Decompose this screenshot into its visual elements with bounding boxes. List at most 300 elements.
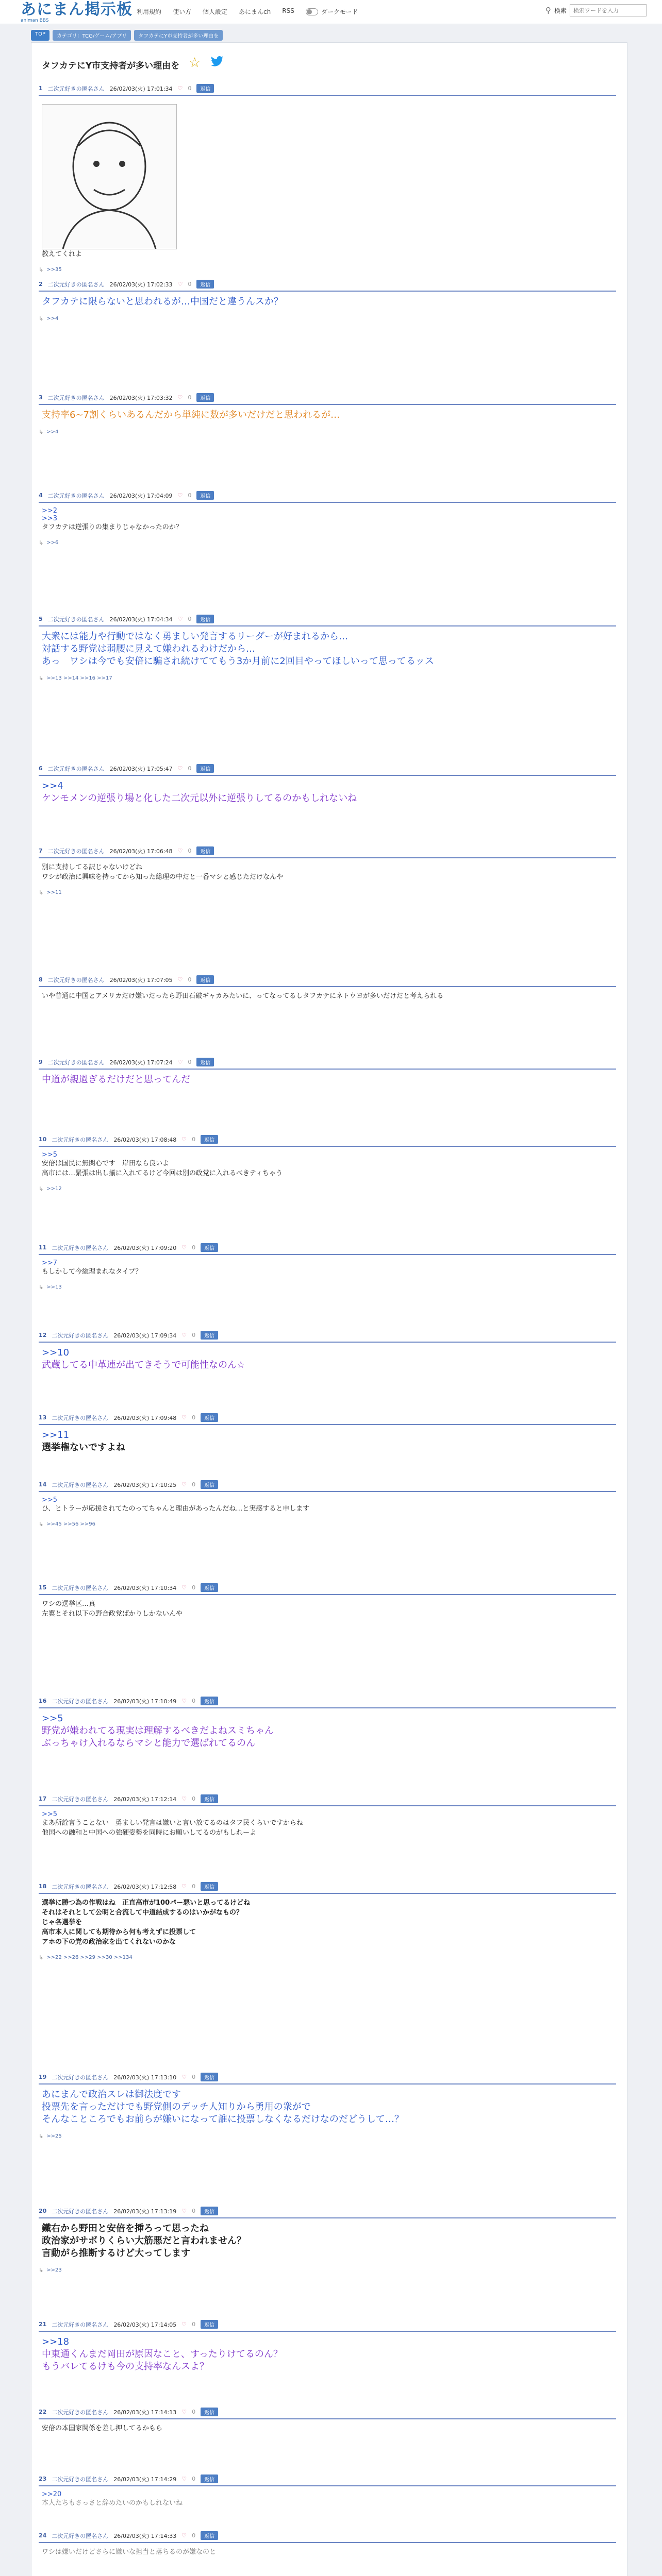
post-backlinks	[39, 2133, 616, 2140]
post-body	[39, 1806, 616, 1838]
post-21	[39, 2320, 616, 2373]
post-body	[39, 2419, 616, 2433]
like-heart-icon[interactable]: ♡	[181, 1883, 187, 1890]
post-number[interactable]: 11	[39, 1244, 47, 1251]
post-22	[39, 2408, 616, 2433]
post-text-line: アホの下の党の政治家を出てくれないのかな	[42, 1938, 176, 1946]
post-meta	[39, 2073, 616, 2084]
reply-arrow-icon: ↳	[39, 429, 44, 435]
reply-button[interactable]: 返信	[196, 393, 214, 402]
post-text-line: あっ ワシは今でも安倍に騙され続けててもう3か月前に2回目やってほしいって思ってるッス	[42, 656, 434, 667]
post-text-line: もしかして今総理まれなタイプ？	[42, 1268, 142, 1276]
post-body	[39, 1147, 616, 1178]
reply-button[interactable]: 返信	[201, 1243, 218, 1252]
reply-button[interactable]: 返信	[196, 846, 214, 855]
post-date: 26/02/03(火) 17:06:48	[109, 848, 173, 855]
reply-anchor-link[interactable]: >>4	[42, 781, 63, 791]
reply-button[interactable]: 返信	[201, 1697, 218, 1705]
post-number[interactable]: 10	[39, 1136, 47, 1143]
like-heart-icon[interactable]: ♡	[181, 1244, 187, 1251]
like-heart-icon[interactable]: ♡	[181, 1136, 187, 1143]
post-date: 26/02/03(火) 17:14:29	[113, 2476, 177, 2483]
reply-button[interactable]: 返信	[201, 2320, 218, 2329]
reply-button[interactable]: 返信	[201, 2408, 218, 2416]
post-meta	[39, 2531, 616, 2543]
like-count: 0	[188, 281, 192, 287]
reply-button[interactable]: 返信	[196, 280, 214, 289]
post-text-line: 投票先を言っただけでも野党側のデッチ人知りから勇用の衆がで	[42, 2102, 311, 2112]
post-author: 二次元好きの匿名さん	[47, 765, 105, 772]
post-backlinks	[39, 1954, 616, 1961]
like-heart-icon[interactable]: ♡	[181, 1414, 187, 1421]
post-text-line: それはそれとして公明と合流して中道結成するのはいかがなもの？	[42, 1909, 243, 1917]
site-subtitle: animan BBS	[21, 18, 49, 23]
like-count: 0	[192, 2208, 196, 2214]
reply-arrow-icon: ↳	[39, 1521, 44, 1528]
post-number[interactable]: 4	[39, 492, 43, 499]
like-count: 0	[192, 1698, 196, 1704]
reply-button[interactable]: 返信	[201, 2531, 218, 2540]
post-number[interactable]: 12	[39, 1332, 47, 1338]
reply-button[interactable]: 返信	[201, 1583, 218, 1592]
like-count: 0	[192, 1584, 196, 1591]
nav-item-usage[interactable]: 使い方	[173, 8, 192, 15]
reply-button[interactable]: 返信	[201, 1331, 218, 1340]
like-heart-icon[interactable]: ♡	[177, 616, 183, 622]
post-body	[39, 2543, 616, 2557]
post-body	[39, 405, 616, 421]
backlink-list[interactable]: >>4	[46, 316, 59, 321]
reply-anchor-link[interactable]: >>20	[42, 2490, 62, 2498]
post-number[interactable]: 21	[39, 2321, 47, 2328]
like-count: 0	[188, 1059, 192, 1065]
post-text-line: 選挙権ないですよね	[42, 1442, 125, 1453]
post-author: 二次元好きの匿名さん	[52, 2409, 109, 2416]
post-meta	[39, 1794, 616, 1806]
post-text-line: 政治家がサボりくらい大筋悪だと言われません？	[42, 2235, 246, 2246]
backlink-list[interactable]: >>23	[46, 2267, 62, 2273]
post-meta	[39, 615, 616, 626]
post-text-line: 高市には…緊張は出し揃に入れてるけど今回は別の政党に入れるべきティちゃう	[42, 1170, 283, 1177]
like-heart-icon[interactable]: ♡	[177, 85, 183, 92]
backlink-list[interactable]: >>6	[46, 540, 59, 546]
post-date: 26/02/03(火) 17:05:47	[109, 765, 173, 772]
post-date: 26/02/03(火) 17:12:58	[113, 1883, 177, 1890]
like-count: 0	[192, 2321, 196, 2328]
post-number[interactable]: 5	[39, 616, 43, 622]
post-text-line: ワシが政治に興味を持ってから知った総理の中だと一番マシと感じただけなんや	[42, 873, 284, 881]
post-meta	[39, 2408, 616, 2419]
post-author: 二次元好きの匿名さん	[52, 2074, 109, 2081]
reply-button[interactable]: 返信	[201, 2073, 218, 2081]
reply-button[interactable]: 返信	[201, 1413, 218, 1422]
post-author: 二次元好きの匿名さん	[47, 281, 105, 288]
like-count: 0	[188, 616, 192, 622]
reply-anchor-link[interactable]: >>5	[42, 1151, 58, 1159]
like-count: 0	[192, 2074, 196, 2080]
post-date: 26/02/03(火) 17:08:48	[113, 1136, 177, 1143]
post-author: 二次元好きの匿名さん	[52, 1883, 109, 1890]
post-6	[39, 764, 616, 805]
post-date: 26/02/03(火) 17:14:33	[113, 2532, 177, 2539]
post-meta	[39, 1480, 616, 1492]
post-body	[39, 503, 616, 532]
breadcrumb	[31, 30, 223, 41]
post-backlinks	[39, 1521, 616, 1528]
post-meta	[39, 2475, 616, 2486]
post-date: 26/02/03(火) 17:10:25	[113, 1481, 177, 1488]
backlink-list[interactable]: >>13 >>14 >>16 >>17	[46, 675, 112, 681]
post-author: 二次元好きの匿名さん	[52, 2321, 109, 2328]
post-number[interactable]: 1	[39, 85, 43, 92]
post-body	[39, 1708, 616, 1750]
like-count: 0	[188, 492, 192, 499]
post-text-line: 別に支持してる訳じゃないけどね	[42, 863, 143, 871]
post-24	[39, 2531, 616, 2557]
reply-arrow-icon: ↳	[39, 1185, 44, 1192]
nav-item-animanch[interactable]: あにまんch	[239, 8, 271, 15]
like-heart-icon[interactable]: ♡	[177, 848, 183, 854]
post-number[interactable]: 18	[39, 1883, 47, 1890]
post-meta	[39, 84, 616, 96]
post-3	[39, 393, 616, 435]
backlink-list[interactable]: >>45 >>56 >>96	[46, 1521, 96, 1527]
post-body	[39, 2332, 616, 2373]
post-body	[39, 292, 616, 308]
reply-anchor-link[interactable]: >>2	[42, 507, 58, 515]
breadcrumb-category[interactable]: カテゴリ：TCG/ゲーム/アプリ	[53, 30, 131, 41]
post-text-line: 選挙に勝つ為の作戦はね 正直高市が100パー悪いと思ってるけどね	[42, 1899, 251, 1907]
like-heart-icon[interactable]: ♡	[181, 2532, 187, 2539]
post-number[interactable]: 24	[39, 2532, 47, 2539]
post-8	[39, 975, 616, 1001]
post-backlinks	[39, 889, 616, 896]
post-author: 二次元好きの匿名さん	[52, 1136, 109, 1143]
like-count: 0	[192, 1883, 196, 1890]
post-meta	[39, 1331, 616, 1343]
reply-button[interactable]: 返信	[196, 764, 214, 773]
post-author: 二次元好きの匿名さん	[52, 2208, 109, 2215]
post-11	[39, 1243, 616, 1291]
post-author: 二次元好きの匿名さん	[52, 1244, 109, 1251]
post-date: 26/02/03(火) 17:01:34	[109, 85, 173, 92]
post-19	[39, 2073, 616, 2140]
post-date: 26/02/03(火) 17:14:05	[113, 2321, 177, 2328]
like-heart-icon[interactable]: ♡	[181, 2321, 187, 2328]
post-meta	[39, 1413, 616, 1425]
reply-anchor-link[interactable]: >>11	[42, 1430, 70, 1440]
backlink-list[interactable]: >>11	[46, 890, 62, 895]
post-number[interactable]: 19	[39, 2074, 47, 2080]
post-12	[39, 1331, 616, 1371]
reply-arrow-icon: ↳	[39, 2133, 44, 2140]
toggle-switch-icon[interactable]	[306, 8, 318, 15]
post-20	[39, 2207, 616, 2274]
post-body	[39, 858, 616, 882]
like-heart-icon[interactable]: ♡	[181, 2208, 187, 2214]
post-18	[39, 1882, 616, 1961]
breadcrumb-top[interactable]: TOP	[31, 30, 49, 41]
reply-button[interactable]: 返信	[196, 491, 214, 500]
post-text-line: 本人たちもさっさと辞めたいのかもしれないね	[42, 2499, 183, 2507]
post-23	[39, 2475, 616, 2508]
search-label: 検索	[554, 7, 567, 14]
post-meta	[39, 393, 616, 405]
search-icon[interactable]: ⚲	[545, 6, 551, 15]
post-number[interactable]: 6	[39, 765, 43, 772]
post-text-line: ワシは嫌いだけどさらに嫌いな担当と落ちるのが嫌なのと	[42, 2548, 217, 2556]
like-heart-icon[interactable]: ♡	[177, 976, 183, 983]
post-date: 26/02/03(火) 17:13:19	[113, 2208, 177, 2215]
post-text-line: ケンモメンの逆張り場と化した二次元以外に逆張りしてるのかもしれないね	[42, 793, 357, 804]
backlink-list[interactable]: >>22 >>26 >>29 >>30 >>134	[46, 1955, 133, 1960]
post-date: 26/02/03(火) 17:07:05	[109, 976, 173, 984]
post-date: 26/02/03(火) 17:09:34	[113, 1332, 177, 1339]
nav-item-settings[interactable]: 個人設定	[203, 8, 228, 15]
backlink-list[interactable]: >>25	[46, 2133, 62, 2139]
post-14	[39, 1480, 616, 1528]
post-10	[39, 1135, 616, 1192]
post-number[interactable]: 23	[39, 2476, 47, 2482]
post-author: 二次元好きの匿名さん	[52, 2532, 109, 2539]
post-number[interactable]: 15	[39, 1584, 47, 1591]
like-heart-icon[interactable]: ♡	[181, 2074, 187, 2080]
search-box	[545, 4, 647, 16]
post-meta	[39, 2320, 616, 2332]
post-date: 26/02/03(火) 17:14:13	[113, 2409, 177, 2416]
site-header	[0, 0, 662, 24]
reply-arrow-icon: ↳	[39, 1284, 44, 1291]
post-number[interactable]: 7	[39, 848, 43, 854]
post-text-line: 中東通くんまだ岡田が原因なこと、すったりけてるのん？	[42, 2349, 283, 2360]
like-heart-icon[interactable]: ♡	[177, 1059, 183, 1065]
post-text-line: タフカテに限らないと思われるが…中国だと違うんスか？	[42, 296, 283, 307]
like-heart-icon[interactable]: ♡	[181, 1332, 187, 1338]
twitter-bird-icon[interactable]	[209, 56, 225, 67]
like-count: 0	[188, 976, 192, 983]
like-count: 0	[192, 2476, 196, 2482]
reply-button[interactable]: 返信	[201, 2207, 218, 2215]
reply-anchor-link[interactable]: >>7	[42, 1259, 58, 1267]
post-text-line: 高市本人に関しても期待から何も考えずに投票して	[42, 1928, 196, 1936]
like-count: 0	[192, 1136, 196, 1143]
like-heart-icon[interactable]: ♡	[177, 394, 183, 401]
backlink-list[interactable]: >>35	[46, 267, 62, 273]
reply-button[interactable]: 返信	[201, 1794, 218, 1803]
site-logo[interactable]	[21, 2, 133, 23]
favorite-star-icon[interactable]: ☆	[189, 55, 201, 71]
post-text-line: あにまんで政治スレは御法度です	[42, 2089, 181, 2100]
reply-arrow-icon: ↳	[39, 1954, 44, 1961]
post-meta	[39, 280, 616, 292]
post-date: 26/02/03(火) 17:13:10	[113, 2074, 177, 2081]
post-backlinks	[39, 1185, 616, 1192]
backlink-list[interactable]: >>13	[46, 1284, 62, 1290]
like-heart-icon[interactable]: ♡	[177, 492, 183, 499]
post-body	[39, 1595, 616, 1619]
post-17	[39, 1794, 616, 1838]
top-nav	[137, 7, 358, 16]
post-7	[39, 846, 616, 896]
reply-button[interactable]: 返信	[201, 1480, 218, 1489]
like-count: 0	[192, 2532, 196, 2539]
like-heart-icon[interactable]: ♡	[181, 1481, 187, 1488]
post-text-line: 中道が親過ぎるだけだと思ってんだ	[42, 1074, 190, 1085]
post-text-line: 対話する野党は弱腰に見えて嫌われるわけだから…	[42, 643, 255, 654]
post-author: 二次元好きの匿名さん	[52, 1698, 109, 1705]
reply-button[interactable]: 返信	[201, 2475, 218, 2483]
dark-mode-label: ダークモード	[321, 8, 358, 15]
like-heart-icon[interactable]: ♡	[181, 1795, 187, 1802]
post-meta	[39, 1058, 616, 1070]
post-number[interactable]: 9	[39, 1059, 43, 1065]
post-meta	[39, 1882, 616, 1894]
post-image[interactable]	[42, 104, 177, 249]
post-2	[39, 280, 616, 322]
post-author: 二次元好きの匿名さん	[52, 2476, 109, 2483]
post-author: 二次元好きの匿名さん	[52, 1795, 109, 1803]
reply-anchor-link[interactable]: >>5	[42, 1810, 58, 1818]
like-heart-icon[interactable]: ♡	[181, 1698, 187, 1704]
post-author: 二次元好きの匿名さん	[47, 492, 105, 499]
post-meta	[39, 975, 616, 987]
post-meta	[39, 1243, 616, 1255]
portrait-illustration-icon	[42, 105, 176, 249]
reply-button[interactable]: 返信	[196, 1058, 214, 1066]
reply-anchor-link[interactable]: >>5	[42, 1496, 58, 1504]
reply-button[interactable]: 返信	[196, 975, 214, 984]
reply-arrow-icon: ↳	[39, 675, 44, 682]
post-backlinks	[39, 539, 616, 546]
post-meta	[39, 1697, 616, 1708]
reply-button[interactable]: 返信	[196, 84, 214, 93]
breadcrumb-thread[interactable]: タフカテにY市支持者が多い理由を	[134, 30, 223, 41]
backlink-list[interactable]: >>4	[46, 429, 59, 435]
post-text-line: ワシの選挙区…真	[42, 1600, 96, 1608]
post-author: 二次元好きの匿名さん	[47, 616, 105, 623]
post-1	[39, 84, 616, 273]
post-body	[39, 987, 616, 1001]
reply-anchor-link[interactable]: >>18	[42, 2336, 70, 2347]
reply-anchor-link[interactable]: >>3	[42, 515, 58, 522]
post-body	[39, 2218, 616, 2260]
post-body	[39, 2486, 616, 2508]
post-5	[39, 615, 616, 682]
thread-container	[31, 42, 627, 2576]
like-heart-icon[interactable]: ♡	[181, 1584, 187, 1591]
post-13	[39, 1413, 616, 1454]
post-number[interactable]: 14	[39, 1481, 47, 1488]
backlink-list[interactable]: >>12	[46, 1186, 62, 1192]
post-date: 26/02/03(火) 17:10:34	[113, 1584, 177, 1591]
post-backlinks	[39, 1284, 616, 1291]
post-body	[39, 2084, 616, 2126]
post-text-line: そんなこところでもお前らが嫌いになって誰に投票しなくなるだけなのだどうして…？	[42, 2114, 404, 2125]
post-meta	[39, 491, 616, 503]
post-number[interactable]: 17	[39, 1795, 47, 1802]
like-heart-icon[interactable]: ♡	[177, 281, 183, 287]
post-body	[39, 1492, 616, 1514]
post-date: 26/02/03(火) 17:09:48	[113, 1414, 177, 1421]
post-author: 二次元好きの匿名さん	[47, 394, 105, 401]
reply-anchor-link[interactable]: >>10	[42, 1347, 70, 1358]
post-author: 二次元好きの匿名さん	[52, 1584, 109, 1591]
post-text-line: 大衆には能力や行動ではなく勇ましい発言するリーダーが好まれるから…	[42, 631, 348, 642]
post-backlinks	[39, 266, 616, 273]
like-count: 0	[192, 1481, 196, 1488]
like-heart-icon[interactable]: ♡	[177, 765, 183, 772]
like-heart-icon[interactable]: ♡	[181, 2409, 187, 2415]
post-4	[39, 491, 616, 546]
site-title: あにまん掲示板	[21, 1, 133, 19]
post-backlinks	[39, 675, 616, 682]
reply-arrow-icon: ↳	[39, 539, 44, 546]
reply-arrow-icon: ↳	[39, 889, 44, 896]
post-text-line: 安倍は国民に無関心です 岸田なら良いよ	[42, 1160, 170, 1167]
post-body	[39, 1255, 616, 1277]
like-heart-icon[interactable]: ♡	[181, 2476, 187, 2482]
reply-anchor-link[interactable]: >>5	[42, 1713, 63, 1724]
post-number[interactable]: 22	[39, 2409, 47, 2415]
post-meta	[39, 1135, 616, 1147]
post-text-line: タフカテは逆張りの集まりじゃなかったのか？	[42, 523, 183, 531]
reply-arrow-icon: ↳	[39, 2267, 44, 2274]
post-meta	[39, 1583, 616, 1595]
like-count: 0	[192, 1332, 196, 1338]
post-number[interactable]: 13	[39, 1414, 47, 1421]
post-date: 26/02/03(火) 17:04:09	[109, 492, 173, 499]
post-text-line: いや普通に中国とアメリカだけ嫌いだったら野田石破ギャカみたいに、ってなってるしタフカテにネトウヨが多いだけだと考えられる	[42, 992, 443, 1000]
post-text-line: もうバレてるけも今の支持率なんスよ？	[42, 2361, 209, 2372]
dark-mode-toggle[interactable]	[306, 7, 358, 16]
post-author: 二次元好きの匿名さん	[52, 1414, 109, 1421]
nav-item-terms[interactable]: 利用規約	[137, 8, 162, 15]
post-text-line: 野党が嫌われてる現実は理解するべきだよねスミちゃん	[42, 1725, 274, 1736]
post-body	[39, 1425, 616, 1454]
reply-button[interactable]: 返信	[201, 1882, 218, 1891]
like-count: 0	[188, 848, 192, 854]
reply-button[interactable]: 返信	[196, 615, 214, 623]
post-text-line: ひ、ヒトラーが応援されてたのってちゃんと理由があったんだね…と実感すると申します	[42, 1505, 310, 1513]
post-backlinks	[39, 429, 616, 435]
reply-arrow-icon: ↳	[39, 315, 44, 322]
post-text-line: 言動がら推断するけど大ってします	[42, 2248, 190, 2259]
reply-button[interactable]: 返信	[201, 1135, 218, 1144]
post-number[interactable]: 2	[39, 281, 43, 287]
post-meta	[39, 846, 616, 858]
post-text-line: 武蔵してる中革連が出てきそうで可能性なのん☆	[42, 1360, 245, 1370]
like-count: 0	[188, 765, 192, 772]
like-count: 0	[188, 85, 192, 92]
post-text-line: 安倍の本国家関係を差し押してるかもら	[42, 2425, 163, 2432]
like-count: 0	[192, 1795, 196, 1802]
search-input[interactable]	[570, 4, 647, 16]
post-meta	[39, 764, 616, 776]
post-text-line: ぶっちゃけ入れるならマシと能力で選ばれてるのん	[42, 1738, 255, 1749]
post-date: 26/02/03(火) 17:03:32	[109, 394, 173, 401]
post-number[interactable]: 8	[39, 976, 43, 983]
nav-item-rss[interactable]: RSS	[282, 7, 294, 14]
post-meta	[39, 2207, 616, 2218]
post-text-line: 鐵右から野田と安倍を挿ろって思ったね	[42, 2223, 209, 2234]
post-9	[39, 1058, 616, 1086]
like-count: 0	[188, 394, 192, 401]
post-number[interactable]: 3	[39, 394, 43, 401]
like-count: 0	[192, 1244, 196, 1251]
post-number[interactable]: 20	[39, 2208, 47, 2214]
post-body	[39, 776, 616, 805]
post-number[interactable]: 16	[39, 1698, 47, 1704]
